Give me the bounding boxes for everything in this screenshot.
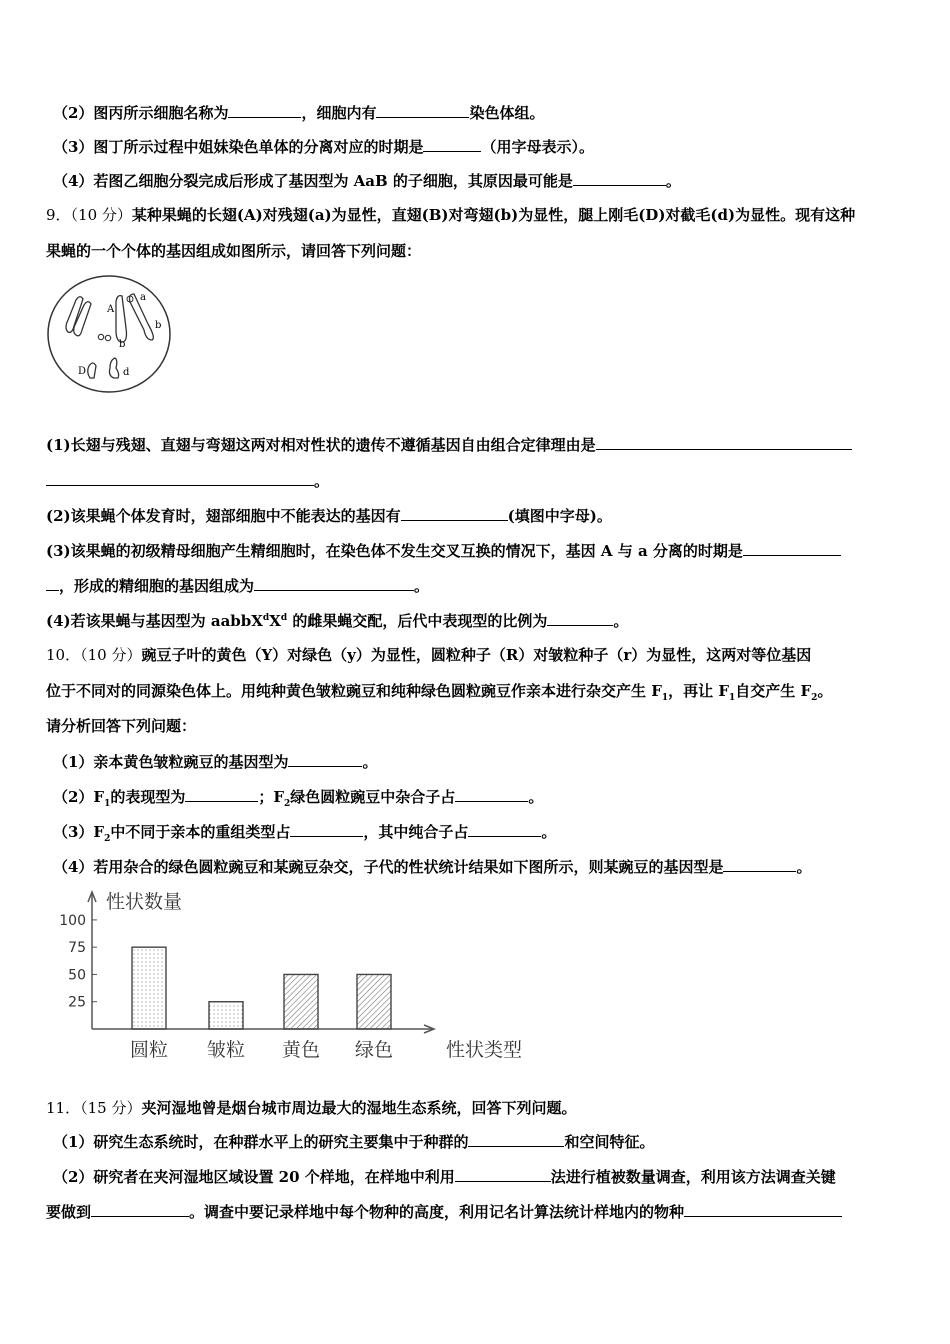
- trait-bar-chart: [56, 884, 546, 1074]
- answer-blank[interactable]: [228, 102, 301, 118]
- bar-绿色: [357, 974, 391, 1029]
- q8-part3: （3）图丁所示过程中姐妹染色单体的分离对应的时期是 （用字母表示）。: [53, 138, 594, 156]
- answer-blank[interactable]: [723, 856, 796, 872]
- q10-stem-line1: 10．（10 分）豌豆子叶的黄色（Y）对绿色（y）为显性，圆粒种子（R）对皱粒种子（r）为显性，这两对等位基因: [46, 646, 812, 664]
- q9-part4: (4)若该果蝇与基因型为 $aabbX^dX^d$ 的雌果蝇交配，后代中表现型的比例为 。: [46, 612, 629, 630]
- label-D: D: [78, 366, 87, 377]
- y-tick-label: 50: [68, 967, 86, 984]
- chart-ylabel: 性状数量: [106, 891, 183, 913]
- category-label: 圆粒: [129, 1039, 169, 1061]
- answer-blank[interactable]: [468, 821, 541, 837]
- bar-黄色: [284, 974, 318, 1029]
- label-d: d: [123, 367, 130, 378]
- chart-xlabel: 性状类型: [446, 1039, 523, 1061]
- category-label: 绿色: [354, 1039, 394, 1061]
- answer-blank[interactable]: [254, 575, 414, 591]
- category-label: 皱粒: [206, 1039, 246, 1061]
- answer-blank[interactable]: [743, 540, 841, 556]
- q10-part1: （1）亲本黄色皱粒豌豆的基因型为 。: [53, 753, 378, 771]
- dot-chromosome: [105, 335, 110, 340]
- q9-part3: (3)该果蝇的初级精母细胞产生精细胞时，在染色体不发生交叉互换的情况下，基因 A 与 a 分离的时期是: [46, 540, 908, 561]
- answer-blank[interactable]: [468, 1131, 564, 1147]
- q10-part4: （4）若用杂合的绿色圆粒豌豆和某豌豆杂交，子代的性状统计结果如下图所示，则某豌豆的基因型是 。: [53, 858, 812, 876]
- answer-blank[interactable]: [423, 136, 481, 152]
- label-A: A: [107, 304, 115, 315]
- answer-blank[interactable]: [376, 102, 469, 118]
- answer-blank[interactable]: [455, 1166, 551, 1182]
- chart-categories: [130, 1039, 393, 1061]
- q9-part1: (1)长翅与残翅、直翅与弯翅这两对相对性状的遗传不遵循基因自由组合定律理由是: [46, 434, 908, 455]
- answer-blank[interactable]: [596, 434, 852, 450]
- chromosome-A: [116, 296, 127, 342]
- answer-blank[interactable]: [455, 786, 528, 802]
- q11-part1: （1）研究生态系统时，在种群水平上的研究主要集中于种群的 和空间特征。: [53, 1133, 655, 1151]
- answer-blank[interactable]: [401, 505, 508, 521]
- q10-part3: $(3)F_2$中不同于亲本的重组类型占 ，其中纯合子占 。: [53, 823, 557, 844]
- sex-chromosome-D: [88, 363, 96, 378]
- q9-part1-cont: 。: [46, 470, 908, 491]
- chart-bars: [132, 947, 391, 1029]
- answer-blank[interactable]: [684, 1201, 842, 1217]
- category-label: 黄色: [281, 1039, 321, 1061]
- q11-part2: （2）研究者在夹河湿地区域设置 20 个样地，在样地中利用 法进行植被数量调查，利用该方法调查关键: [53, 1168, 836, 1186]
- cell-membrane: [48, 276, 170, 392]
- label-b: b: [155, 320, 162, 331]
- q9-part2: (2)该果蝇个体发育时，翅部细胞中不能表达的基因有 (填图中字母)。: [46, 507, 612, 525]
- answer-blank[interactable]: [46, 470, 314, 486]
- answer-blank[interactable]: [46, 575, 59, 591]
- dot-chromosome: [98, 334, 103, 339]
- q11-part2-cont: 要做到 。调查中要记录样地中每个物种的高度，利用记名计算法统计样地内的物种: [46, 1201, 908, 1222]
- sex-chromosome-d: [110, 358, 119, 378]
- bar-皱粒: [209, 1002, 243, 1029]
- q10-part2: $(2)F_1$的表现型为 ；$F_2$绿色圆粒豌豆中杂合子占 。: [53, 788, 544, 809]
- label-b: b: [119, 339, 126, 350]
- q11-stem: 11．（15 分）夹河湿地曾是烟台城市周边最大的湿地生态系统，回答下列问题。: [46, 1099, 577, 1117]
- q8-part4: （4）若图乙细胞分裂完成后形成了基因型为 AaB 的子细胞，其原因最可能是 。: [53, 172, 681, 190]
- y-tick-label: 75: [68, 940, 86, 957]
- bar-圆粒: [132, 947, 166, 1029]
- answer-blank[interactable]: [547, 610, 613, 626]
- answer-blank[interactable]: [573, 170, 666, 186]
- answer-blank[interactable]: [288, 751, 362, 767]
- label-a: a: [140, 292, 146, 303]
- answer-blank[interactable]: [185, 786, 258, 802]
- q9-part3-cont: ，形成的精细胞的基因组成为 。: [46, 575, 908, 596]
- y-tick-label: 100: [59, 912, 86, 929]
- answer-blank[interactable]: [91, 1201, 189, 1217]
- q10-stem-line2: 位于不同对的同源染色体上。用纯种黄色皱粒豌豆和纯种绿色圆粒豌豆作亲本进行杂交产生 $F_1$，再让 $F_1$自交产生 $F_2$。: [46, 682, 833, 703]
- q10-stem-line3: 请分析回答下列问题：: [46, 717, 197, 735]
- q9-stem-line2: 果蝇的一个个体的基因组成如图所示，请回答下列问题：: [46, 242, 422, 260]
- answer-blank[interactable]: [290, 821, 363, 837]
- y-tick-label: 25: [68, 994, 86, 1011]
- q8-part2: （2）图丙所示细胞名称为 ，细胞内有 染色体组。: [53, 104, 545, 122]
- chromosome-cell-diagram: [44, 272, 174, 397]
- q9-stem-line1: 9．（10 分）某种果蝇的长翅(A)对残翅(a)为显性，直翅(B)对弯翅(b)为显性，腿上刚毛(D)对截毛(d)为显性。现有这种: [46, 206, 856, 224]
